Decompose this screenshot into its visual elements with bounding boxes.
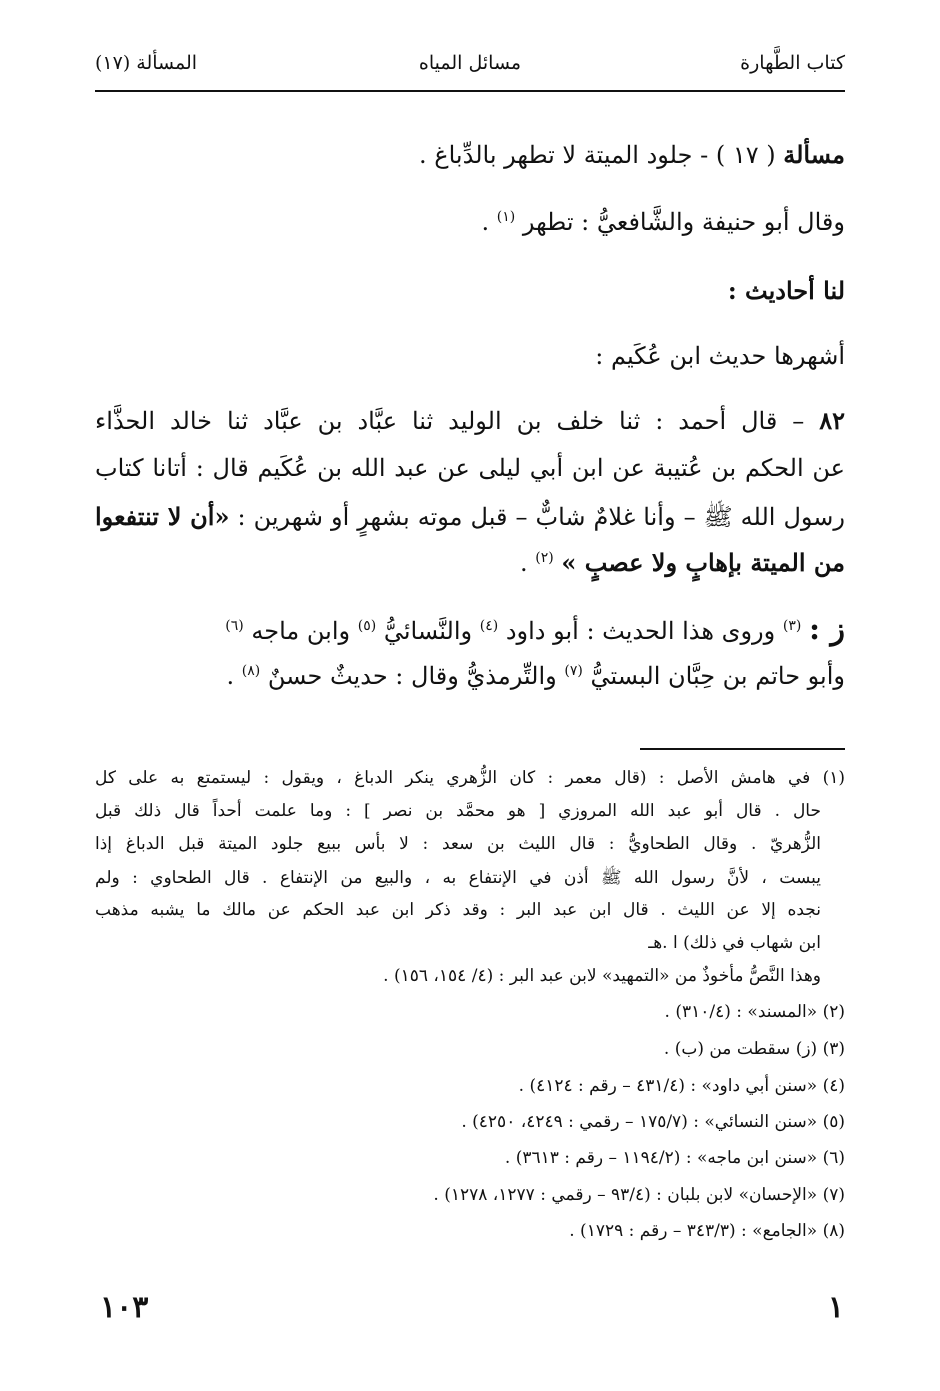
- footnote-ref-2: (٢): [535, 550, 554, 566]
- hadith-line-1-text: – قال أحمد : ثنا خلف بن الوليد ثنا عبَّاد بن عبَّاد ثنا خالد الحذَّاء: [95, 407, 805, 435]
- footnote-ref-1: (١): [496, 209, 516, 225]
- zawaid-text-1: وروى هذا الحديث : أبو داود: [505, 617, 776, 645]
- footnote-1-line-7: وهذا النَّصُّ مأخوذٌ من «التمهيد» لابن عبد البر : (٤/ ١٥٤، ١٥٦) .: [383, 966, 821, 986]
- zawaid-label: ز :: [808, 612, 845, 647]
- issue-heading: [419, 140, 845, 169]
- zawaid-text-5: والتِّرمذيُّ وقال : حديثٌ حسنٌ: [267, 662, 557, 690]
- ahadith-label: لنا أحاديث :: [727, 276, 845, 305]
- hadith-quote-end: من الميتة بإهابٍ ولا عصبٍ »: [561, 548, 845, 577]
- footnote-1-line-1: (١) في هامش الأصل : (قال معمر : كان الزُّهري ينكر الدباغ ، ويقول : ليستمتع به على كل: [95, 768, 845, 788]
- issue-text: ( ١٧ ) - جلود الميتة لا تطهر بالدِّباغ .: [419, 141, 776, 169]
- header-book-title: كتاب الطَّهارة: [740, 52, 845, 74]
- issue-label: مسألة: [783, 140, 845, 169]
- ashhar-line: أشهرها حديث ابن عُكَيم :: [595, 342, 845, 370]
- hadith-quote-start: «أن لا تنتفعوا: [95, 502, 230, 531]
- footnote-ref-5: (٥): [357, 618, 377, 634]
- hanafi-opinion: [481, 208, 845, 236]
- footnote-4: (٤) «سنن أبي داود» : (٤٣١/٤ – رقم : ٤١٢٤) .: [518, 1076, 845, 1096]
- signature-mark: ١: [827, 1290, 844, 1325]
- footnote-2: (٢) «المسند» : (٣١٠/٤) .: [664, 1002, 845, 1022]
- footnote-ref-3: (٣): [782, 618, 802, 634]
- footnote-5: (٥) «سنن النسائي» : (١٧٥/٧ – رقمي : ٤٢٤٩، ٤٢٥٠) .: [461, 1112, 845, 1132]
- footnote-1-line-3: الزُّهريّ . وقال الطحاويُّ : قال الليث بن سعد : لا بأس ببيع جلود الميتة قبل الدباغ إذا: [95, 834, 821, 854]
- footnote-ref-4: (٤): [479, 618, 499, 634]
- header-rule: [95, 90, 845, 92]
- zawaid-text-4: وأبو حاتم بن حِبَّان البستيُّ: [590, 662, 845, 690]
- footnote-1-line-4: يبست ، لأنَّ رسول الله ﷺ أذن في الإنتفاع به ، والبيع من الإنتفاع . قال الطحاوي : ولم: [95, 868, 821, 888]
- footnote-separator: [640, 748, 845, 750]
- hadith-line-1: [95, 406, 845, 435]
- page-number: ١٠٣: [100, 1290, 149, 1325]
- hanafi-text: وقال أبو حنيفة والشَّافعيُّ : تطهر: [522, 208, 845, 236]
- footnote-8: (٨) «الجامع» : (٣٤٣/٣ – رقم : ١٧٢٩) .: [569, 1221, 845, 1241]
- zawaid-text-2: والنَّسائيُّ: [383, 617, 473, 645]
- hadith-line-2: عن الحكم بن عُتيبة عن ابن أبي ليلى عن عبد الله بن عُكَيم قال : أتانا كتاب: [95, 454, 845, 482]
- running-header: [95, 44, 845, 82]
- header-issue-number: المسألة (١٧): [95, 52, 198, 74]
- footnote-ref-6: (٦): [225, 618, 244, 634]
- hanafi-end: .: [481, 208, 490, 236]
- footnote-7: (٧) «الإحسان» لابن بلبان : (٩٣/٤ – رقمي : ١٢٧٧، ١٢٧٨) .: [433, 1185, 845, 1205]
- footnote-1-line-6: ابن شهاب في ذلك) ا .هـ: [648, 933, 821, 953]
- footnote-6: (٦) «سنن ابن ماجه» : (١١٩٤/٢ – رقم : ٣٦١٣) .: [504, 1148, 845, 1168]
- footnote-ref-8: (٨): [241, 663, 261, 679]
- zawaid-line-2: [226, 662, 845, 690]
- zawaid-line-1: [225, 612, 845, 647]
- zawaid-text-3: وابن ماجه: [251, 617, 351, 645]
- header-chapter-title: مسائل المياه: [418, 52, 522, 74]
- footnote-1-line-5: نجده إلا عن الليث . قال ابن عبد البر : وقد ذكر ابن عبد الحكم عن مالك ما يشبه مذهب: [95, 900, 821, 920]
- zawaid-end: .: [226, 662, 235, 690]
- hadith-line-4-end: .: [519, 549, 528, 577]
- footnote-1-line-2: حال . قال أبو عبد الله المروزي [ هو محمَّد بن نصر ] : وما علمت أحداً قال ذلك قبل: [95, 801, 821, 821]
- footnote-ref-7: (٧): [564, 663, 583, 679]
- hadith-line-3: [95, 502, 845, 537]
- footnote-3: (٣) (ز) سقطت من (ب) .: [663, 1039, 845, 1059]
- hadith-number: ٨٢: [819, 406, 845, 435]
- hadith-line-4: [520, 548, 845, 577]
- hadith-line-3-text: رسول الله ﷺ – وأنا غلامٌ شابٌّ – قبل موته بشهرٍ أو شهرين :: [237, 503, 845, 531]
